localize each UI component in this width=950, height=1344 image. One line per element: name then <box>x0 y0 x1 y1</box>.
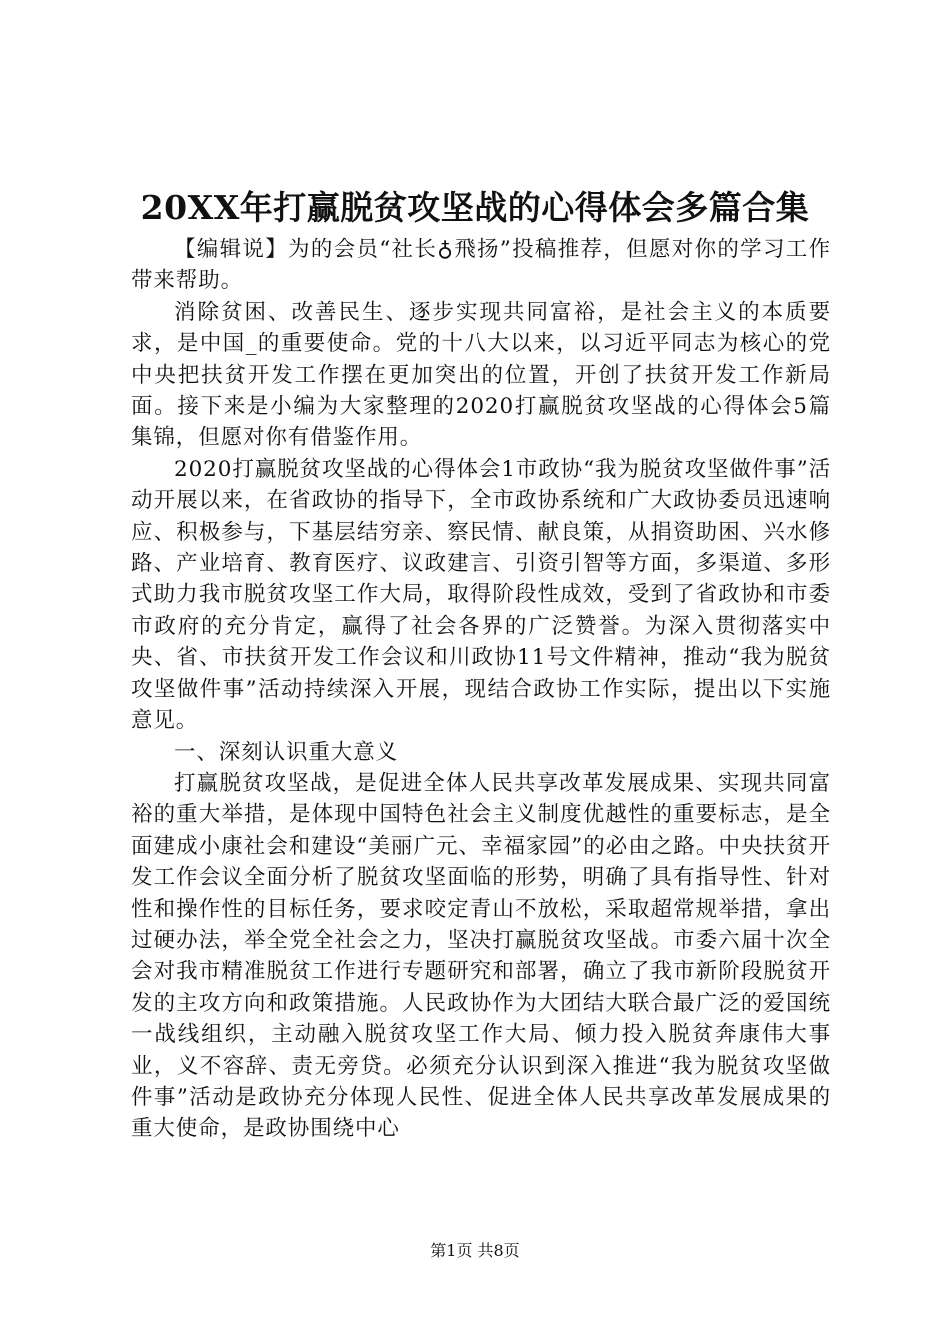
paragraph-experience-1: 2020打赢脱贫攻坚战的心得体会1市政协“我为脱贫攻坚做件事”活动开展以来，在省政协的指导下，全市政协系统和广大政协委员迅速响应、积极参与，下基层结穷亲、察民情、献良策，从捐资助困、兴水修路、产业培育、教育医疗、议政建言、引资引智等方面，多渠道、多形式助力我市脱贫攻坚工作大局，取得阶段性成效，受到了省政协和市委市政府的充分肯定，赢得了社会各界的广泛赞誉。为深入贯彻落实中央、省、市扶贫开发工作会议和川政协11号文件精神，推动“我为脱贫攻坚做件事”活动持续深入开展，现结合政协工作实际，提出以下实施意见。 <box>131 456 831 734</box>
section-heading: 一、深刻认识重大意义 <box>174 739 399 765</box>
paragraph-editor-note: 【编辑说】为的会员“社长♁飛扬”投稿推荐，但愿对你的学习工作带来帮助。 <box>131 237 831 294</box>
document-body <box>131 234 831 1145</box>
paragraph-intro: 消除贫困、改善民生、逐步实现共同富裕，是社会主义的本质要求，是中国_的重要使命。党的十八大以来，以习近平同志为核心的党中央把扶贫开发工作摆在更加突出的位置，开创了扶贫开发工作新局面。接下来是小编为大家整理的2020打赢脱贫攻坚战的心得体会5篇集锦，但愿对你有借鉴作用。 <box>131 299 831 451</box>
paragraph-significance: 打赢脱贫攻坚战，是促进全体人民共享改革发展成果、实现共同富裕的重大举措，是体现中国特色社会主义制度优越性的重要标志，是全面建成小康社会和建设“美丽广元、幸福家园”的必由之路。中央扶贫开发工作会议全面分析了脱贫攻坚面临的形势，明确了具有指导性、针对性和操作性的目标任务，要求咬定青山不放松，采取超常规举措，拿出过硬办法，举全党全社会之力，坚决打赢脱贫攻坚战。市委六届十次全会对我市精准脱贫工作进行专题研究和部署，确立了我市新阶段脱贫开发的主攻方向和政策措施。人民政协作为大团结大联合最广泛的爱国统一战线组织，主动融入脱贫攻坚工作大局、倾力投入脱贫奔康伟大事业，义不容辞、责无旁贷。必须充分认识到深入推进“我为脱贫攻坚做件事”活动是政协充分体现人民性、促进全体人民共享改革发展成果的重大使命，是政协围绕中心 <box>131 770 831 1142</box>
document-title: 20XX年打赢脱贫攻坚战的心得体会多篇合集 <box>140 188 810 227</box>
page-footer: 第1页 共8页 <box>430 1241 520 1260</box>
